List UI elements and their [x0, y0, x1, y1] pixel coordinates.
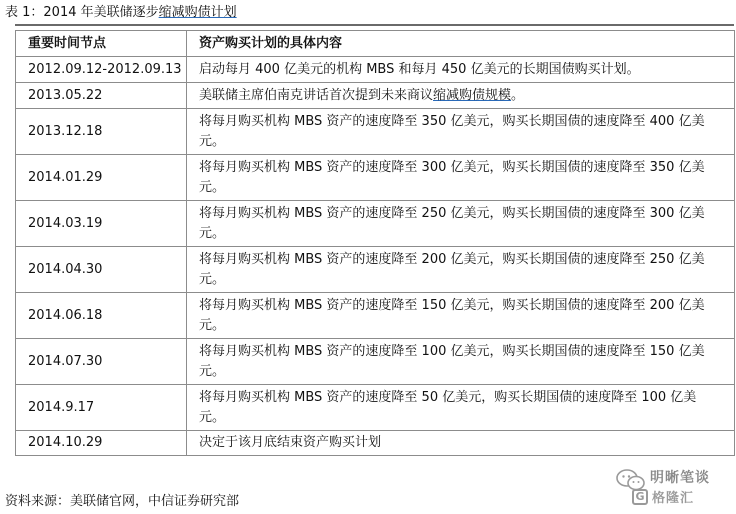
table-row	[16, 109, 735, 155]
wechat-icon	[616, 469, 646, 491]
watermark	[616, 465, 728, 509]
table-row	[16, 247, 735, 293]
row-content: 将每月购买机构 MBS 资产的速度降至 200 亿美元，购买长期国债的速度降至 250 亿美元。	[187, 247, 735, 293]
table-caption	[5, 4, 237, 22]
row-date: 2014.9.17	[16, 385, 187, 431]
table-header-row	[16, 31, 735, 57]
table-row	[16, 83, 735, 109]
table-row	[16, 57, 735, 83]
row-content: 将每月购买机构 MBS 资产的速度降至 150 亿美元，购买长期国债的速度降至 200 亿美元。	[187, 293, 735, 339]
table-row	[16, 293, 735, 339]
header-content: 资产购买计划的具体内容	[187, 31, 735, 57]
row-content: 将每月购买机构 MBS 资产的速度降至 250 亿美元，购买长期国债的速度降至 300 亿美元。	[187, 201, 735, 247]
row-date: 2014.10.29	[16, 431, 187, 456]
watermark-account-name: 明晰笔谈	[650, 470, 710, 486]
row-date: 2014.06.18	[16, 293, 187, 339]
watermark-brand: 格隆汇	[652, 491, 695, 506]
row-date: 2014.04.30	[16, 247, 187, 293]
row-date: 2014.01.29	[16, 155, 187, 201]
row-content: 将每月购买机构 MBS 资产的速度降至 350 亿美元，购买长期国债的速度降至 400 亿美元。	[187, 109, 735, 155]
table-row	[16, 431, 735, 456]
watermark-logo-icon: G	[632, 489, 648, 505]
table-row	[16, 155, 735, 201]
table-row	[16, 339, 735, 385]
caption-prefix: 表 1：2014 年美联储逐步	[5, 5, 159, 20]
row-content: 将每月购买机构 MBS 资产的速度降至 300 亿美元，购买长期国债的速度降至 350 亿美元。	[187, 155, 735, 201]
source-note: 资料来源：美联储官网，中信证券研究部	[5, 494, 240, 509]
row-date: 2014.07.30	[16, 339, 187, 385]
content-link[interactable]: 缩减购债规模	[433, 87, 512, 103]
header-date: 重要时间节点	[16, 31, 187, 57]
content-suffix: 。	[511, 87, 525, 103]
row-content: 将每月购买机构 MBS 资产的速度降至 50 亿美元，购买长期国债的速度降至 100 亿美元。	[187, 385, 735, 431]
top-rule	[15, 24, 734, 26]
row-content: 决定于该月底结束资产购买计划	[187, 431, 735, 456]
row-content: 启动每月 400 亿美元的机构 MBS 和每月 450 亿美元的长期国债购买计划。	[187, 57, 735, 83]
table-row	[16, 201, 735, 247]
row-content	[187, 83, 735, 109]
row-date: 2013.05.22	[16, 83, 187, 109]
row-content: 将每月购买机构 MBS 资产的速度降至 100 亿美元，购买长期国债的速度降至 150 亿美元。	[187, 339, 735, 385]
row-date: 2012.09.12-2012.09.13	[16, 57, 187, 83]
qe-taper-table	[15, 30, 735, 456]
row-date: 2014.03.19	[16, 201, 187, 247]
table-row	[16, 385, 735, 431]
caption-link[interactable]: 缩减购债计划	[158, 5, 237, 20]
row-date: 2013.12.18	[16, 109, 187, 155]
content-prefix: 美联储主席伯南克讲话首次提到未来商议	[199, 87, 434, 103]
